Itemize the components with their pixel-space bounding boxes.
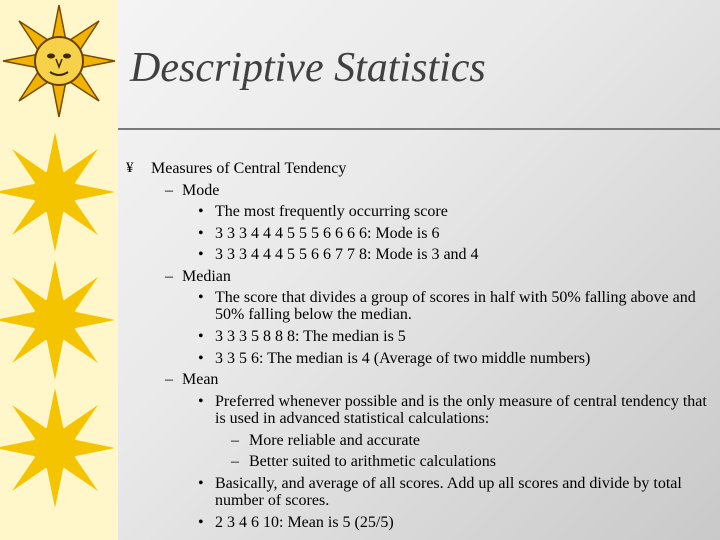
dot-bullet: • <box>198 289 204 306</box>
sun-face-icon <box>0 2 118 120</box>
list-item: • The score that divides a group of scores in half with 50% falling above and 50% falling below the median. <box>198 289 696 323</box>
dot-bullet: • <box>198 203 204 220</box>
dash-bullet: – <box>165 267 173 285</box>
title-divider <box>118 128 720 130</box>
list-item: ¥ Measures of Central Tendency <box>125 158 717 180</box>
dot-bullet: • <box>198 513 204 531</box>
dot-bullet: • <box>198 224 204 242</box>
slide-body <box>125 158 717 533</box>
list-item: • Basically, and average of all scores. Add up all scores and divide by total number of scores. <box>198 474 682 509</box>
dot-bullet: • <box>198 328 204 345</box>
list-item: – Mean <box>125 369 717 391</box>
dot-bullet: • <box>198 246 204 263</box>
list-item: • Preferred whenever possible and is the only measure of central tendency that is used in advanced statistical calculations: <box>198 392 707 427</box>
list-item: – Mode <box>125 180 717 202</box>
list-item: • 3 3 3 4 4 4 5 5 5 6 6 6 6: Mode is 6 <box>125 223 717 245</box>
list-item: • The most frequently occurring score <box>125 201 717 223</box>
list-item: • 3 3 3 5 8 8 8: The median is 5 <box>125 326 717 348</box>
dash-bullet: – <box>165 181 173 199</box>
dash-bullet: – <box>231 453 239 470</box>
list-item: • 3 3 5 6: The median is 4 (Average of two middle numbers) <box>125 348 717 370</box>
list-item: – More reliable and accurate <box>125 430 717 452</box>
list-item: • 2 3 4 6 10: Mean is 5 (25/5) <box>125 512 717 534</box>
list-item: • 3 3 3 4 4 4 5 5 6 6 7 7 8: Mode is 3 and 4 <box>125 244 717 266</box>
dot-bullet: • <box>198 474 204 492</box>
dash-bullet: – <box>165 371 173 388</box>
sun-decor-icon <box>0 130 118 540</box>
list-item: – Median <box>125 266 717 288</box>
dash-bullet: – <box>231 431 239 449</box>
dot-bullet: • <box>198 349 204 367</box>
dot-bullet: • <box>198 392 204 410</box>
slide-title: Descriptive Statistics <box>130 45 486 91</box>
list-item: – Better suited to arithmetic calculations <box>125 451 717 473</box>
star-bullet-icon: ¥ <box>126 160 134 176</box>
